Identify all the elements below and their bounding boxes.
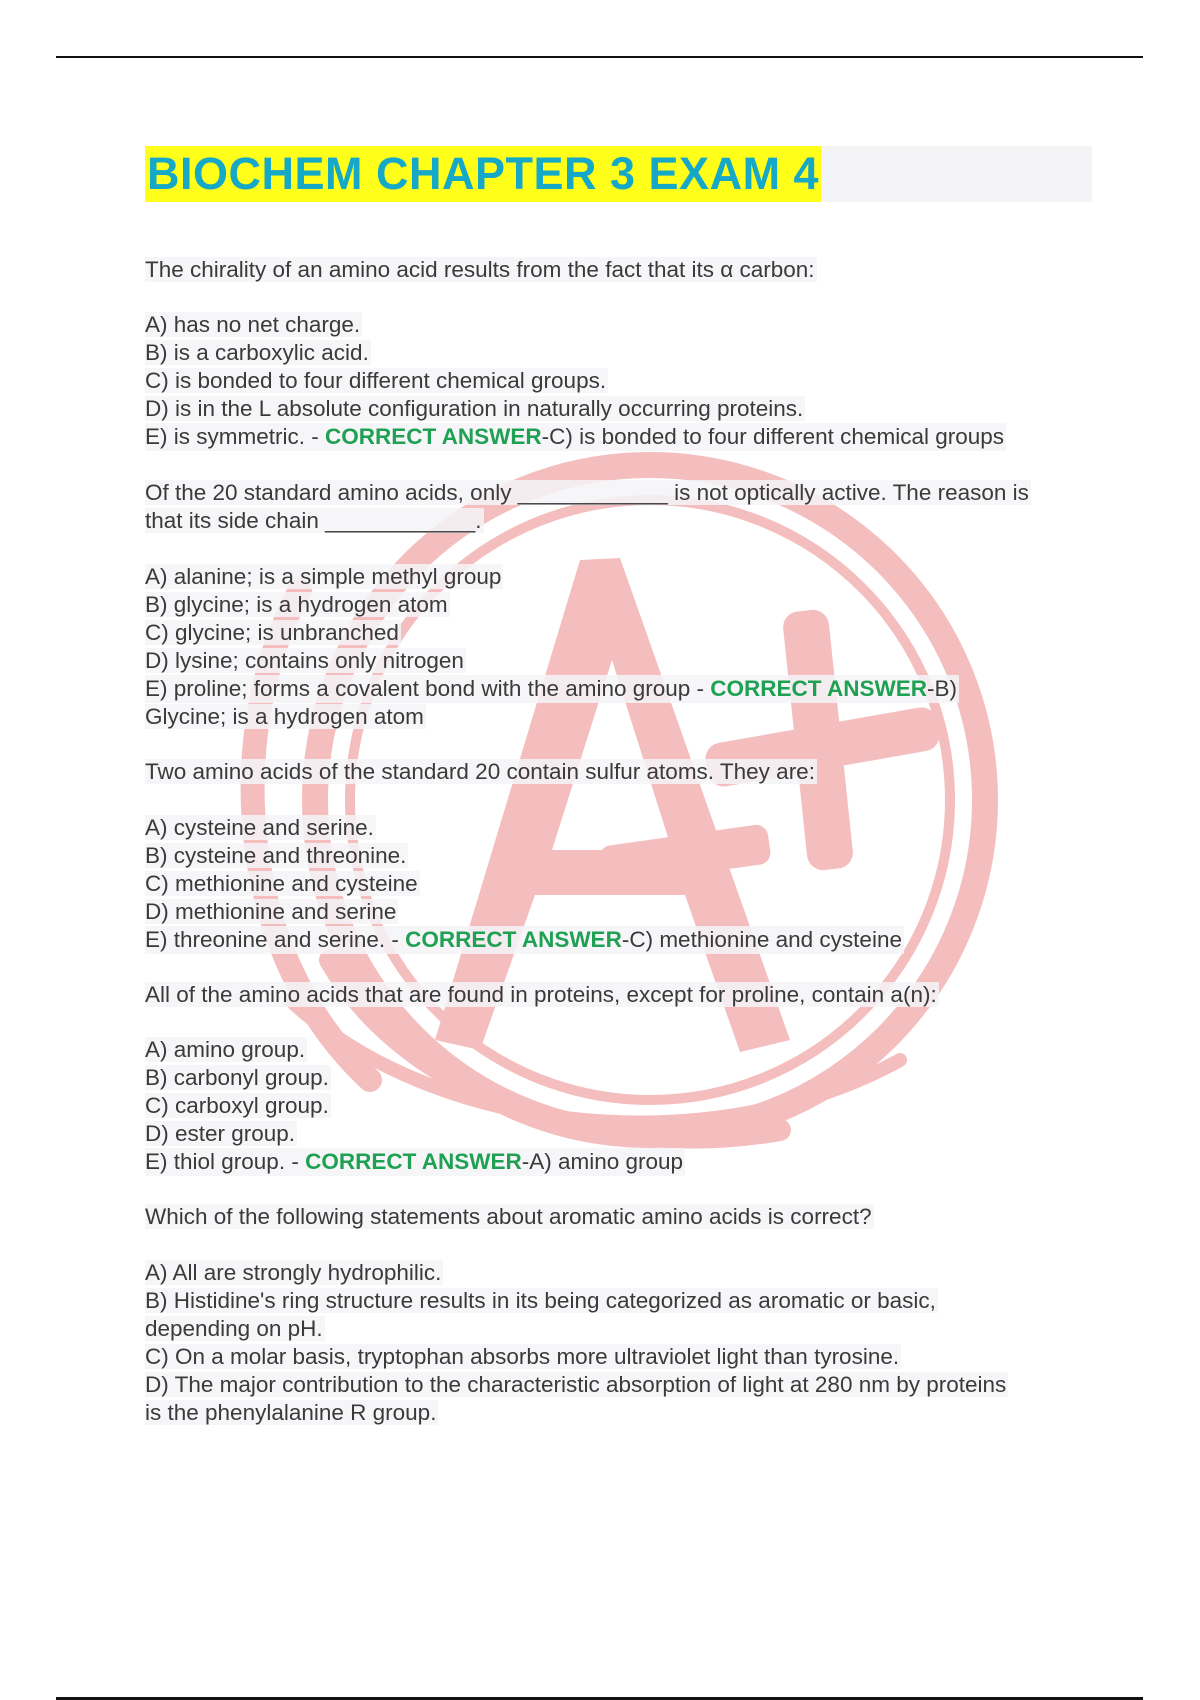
answer-option: C) On a molar basis, tryptophan absorbs more ultraviolet light than tyrosine. <box>145 1344 900 1369</box>
answer-option: A) alanine; is a simple methyl group <box>145 564 502 589</box>
answer-line: E) is symmetric. - CORRECT ANSWER-C) is bonded to four different chemical groups <box>145 424 1004 449</box>
correct-answer-text: -C) is bonded to four different chemical groups <box>541 424 1004 449</box>
question-stem: All of the amino acids that are found in proteins, except for proline, contain a(n): <box>145 982 937 1007</box>
answer-option: B) glycine; is a hydrogen atom <box>145 592 448 617</box>
correct-answer-label: CORRECT ANSWER <box>305 1149 522 1174</box>
answer-option: D) ester group. <box>145 1121 296 1146</box>
question-stem: Which of the following statements about aromatic amino acids is correct? <box>145 1204 872 1229</box>
top-rule <box>56 56 1143 58</box>
correct-answer-continuation: Glycine; is a hydrogen atom <box>145 704 424 729</box>
answer-option: C) is bonded to four different chemical groups. <box>145 368 607 393</box>
answer-option: A) has no net charge. <box>145 312 361 337</box>
answer-option: C) carboxyl group. <box>145 1093 329 1118</box>
question-stem: Of the 20 standard amino acids, only ____________ is not optically active. The reason is <box>145 480 1029 505</box>
answer-option: C) methionine and cysteine <box>145 871 418 896</box>
answer-option: B) is a carboxylic acid. <box>145 340 369 365</box>
answer-line: E) threonine and serine. - CORRECT ANSWER-C) methionine and cysteine <box>145 927 902 952</box>
correct-answer-text: -C) methionine and cysteine <box>621 927 902 952</box>
a-plus-seal-watermark <box>180 440 1040 1160</box>
answer-line: E) thiol group. - CORRECT ANSWER-A) amino group <box>145 1149 684 1174</box>
document-title: BIOCHEM CHAPTER 3 EXAM 4 <box>145 146 821 202</box>
answer-line: E) proline; forms a covalent bond with the amino group - CORRECT ANSWER-B) <box>145 676 957 701</box>
correct-answer-label: CORRECT ANSWER <box>710 676 927 701</box>
answer-option: D) is in the L absolute configuration in naturally occurring proteins. <box>145 396 804 421</box>
answer-option: A) All are strongly hydrophilic. <box>145 1260 442 1285</box>
answer-option: D) lysine; contains only nitrogen <box>145 648 464 673</box>
answer-option: D) methionine and serine <box>145 899 397 924</box>
answer-option: A) amino group. <box>145 1037 306 1062</box>
correct-answer-text: -B) <box>926 676 957 701</box>
correct-answer-label: CORRECT ANSWER <box>405 927 622 952</box>
correct-answer-text: -A) amino group <box>521 1149 684 1174</box>
answer-option: B) cysteine and threonine. <box>145 843 407 868</box>
answer-option: B) carbonyl group. <box>145 1065 329 1090</box>
answer-option: C) glycine; is unbranched <box>145 620 399 645</box>
question-stem: Two amino acids of the standard 20 contain sulfur atoms. They are: <box>145 759 815 784</box>
answer-option: depending on pH. <box>145 1316 323 1341</box>
correct-answer-label: CORRECT ANSWER <box>325 424 542 449</box>
answer-option: B) Histidine's ring structure results in its being categorized as aromatic or basic, <box>145 1288 936 1313</box>
answer-option: D) The major contribution to the characteristic absorption of light at 280 nm by proteins <box>145 1372 1007 1397</box>
question-stem: that its side chain ____________. <box>145 508 482 533</box>
answer-option: is the phenylalanine R group. <box>145 1400 437 1425</box>
question-stem: The chirality of an amino acid results from the fact that its α carbon: <box>145 257 815 282</box>
answer-option: A) cysteine and serine. <box>145 815 374 840</box>
